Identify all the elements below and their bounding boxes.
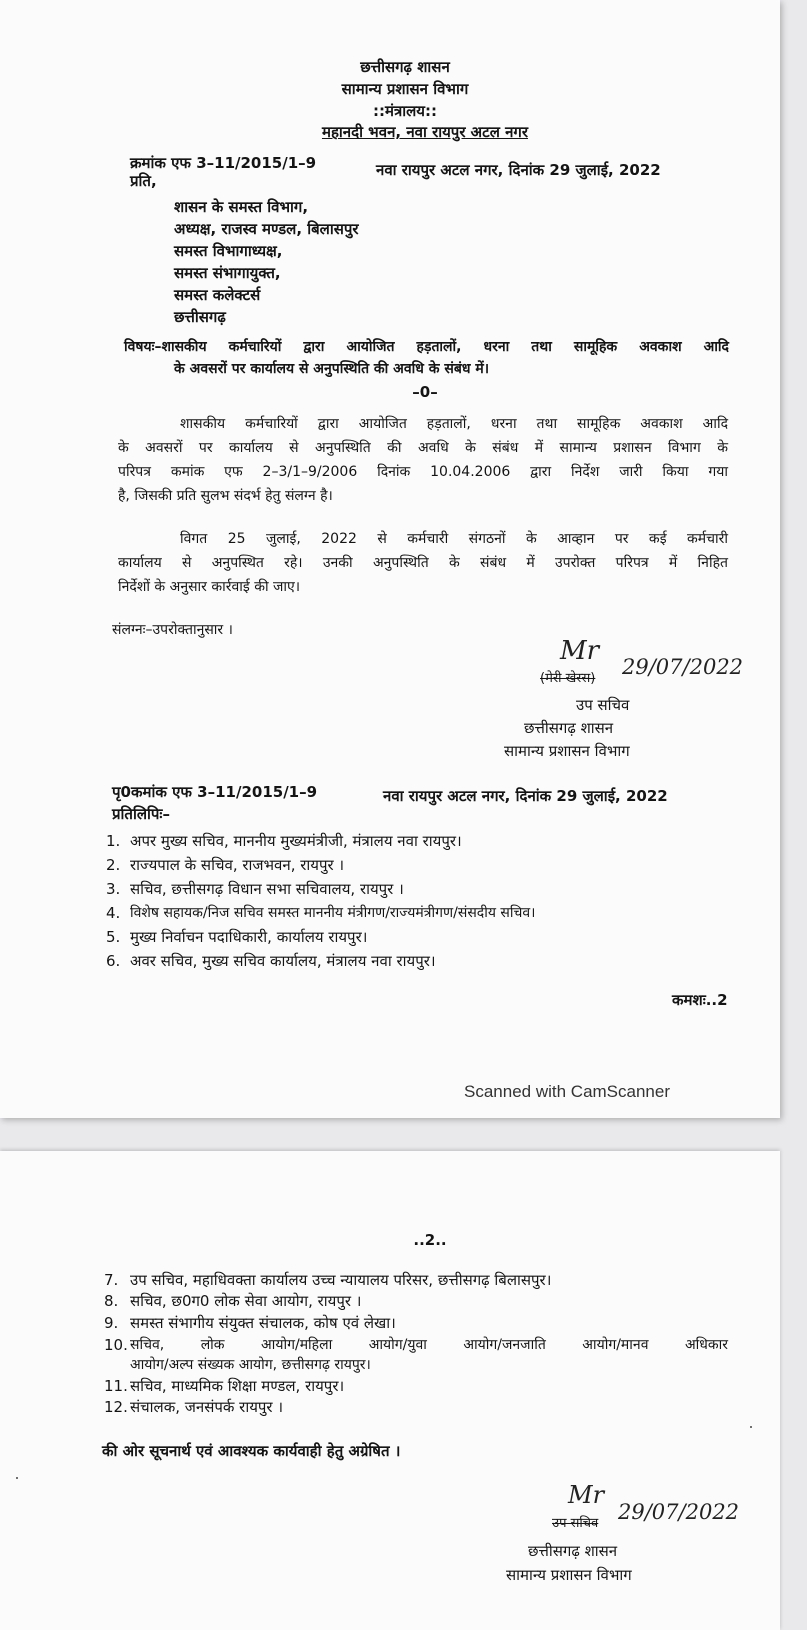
recipient-2: अध्यक्ष, राजस्व मण्डल, बिलासपुर xyxy=(174,220,359,238)
signatory-org: छत्तीसगढ़ शासन xyxy=(528,1542,618,1560)
copy-item-text: मुख्य निर्वाचन पदाधिकारी, कार्यालय रायपुर। xyxy=(130,928,368,946)
header-ministry: ::मंत्रालय:: xyxy=(373,102,437,120)
signatory-org: छत्तीसगढ़ शासन xyxy=(524,719,614,737)
scan-speck xyxy=(750,1426,752,1428)
copy-item-text: सचिव, लोक आयोग/महिला आयोग/युवा आयोग/जनजाति आयोग/मानव अधिकार xyxy=(130,1337,728,1353)
recipient-1: शासन के समस्त विभाग, xyxy=(174,198,309,216)
copy-item-text: सचिव, छत्तीसगढ़ विधान सभा सचिवालय, रायपुर । xyxy=(130,880,404,898)
scanner-watermark: Scanned with CamScanner xyxy=(464,1082,671,1101)
copy-item-number: 7. xyxy=(104,1271,119,1289)
copy-item-number: 4. xyxy=(106,904,121,922)
copy-item-number: 2. xyxy=(106,856,121,874)
signature-scribble: Mr xyxy=(560,636,600,666)
para2-line-1: विगत 25 जुलाई, 2022 से कर्मचारी संगठनों के आव्हान पर कई कर्मचारी xyxy=(180,531,728,547)
enclosure-note: संलग्नः–उपरोक्तानुसार । xyxy=(112,622,233,638)
continued-marker: कमशः..2 xyxy=(672,991,728,1009)
copy-item-number: 10. xyxy=(104,1336,128,1354)
signatory-name-struck: (मेरी खेस्स) xyxy=(540,671,596,686)
recipient-3: समस्त विभागाध्यक्ष, xyxy=(174,242,283,260)
copy-label: प्रतिलिपिः– xyxy=(112,805,170,823)
header-department: सामान्य प्रशासन विभाग xyxy=(341,80,469,98)
copy-item-text: अवर सचिव, मुख्य सचिव कार्यालय, मंत्रालय नवा रायपुर। xyxy=(130,952,436,970)
copy-item-text: विशेष सहायक/निज सचिव समस्त माननीय मंत्रीगण/राज्यमंत्रीगण/संसदीय सचिव। xyxy=(130,905,536,921)
subject-line-2: के अवसरों पर कार्यालय से अनुपस्थिति की अवधि के संबंध में। xyxy=(174,361,490,377)
copy-item-number: 5. xyxy=(106,928,121,946)
recipient-5: समस्त कलेक्टर्स xyxy=(174,286,261,304)
separator: –0– xyxy=(412,383,438,401)
copy-item-number: 8. xyxy=(104,1292,119,1310)
signature-date: 29/07/2022 xyxy=(622,655,744,679)
copy-item-text: सचिव, छ0ग0 लोक सेवा आयोग, रायपुर । xyxy=(130,1292,362,1310)
copy-item-text: समस्त संभागीय संयुक्त संचालक, कोष एवं लेखा। xyxy=(130,1314,396,1332)
signatory-department: सामान्य प्रशासन विभाग xyxy=(506,1566,632,1584)
document-page-2 xyxy=(0,1151,780,1630)
copy-date: नवा रायपुर अटल नगर, दिनांक 29 जुलाई, 2022 xyxy=(383,787,668,805)
order-number: क्रमांक एफ 3–11/2015/1–9 xyxy=(130,154,317,172)
para1-line-2: के अवसरों पर कार्यालय से अनुपस्थिति की अवधि के संबंध में सामान्य प्रशासन विभाग के xyxy=(118,440,728,456)
para1-line-3: परिपत्र कमांक एफ 2–3/1–9/2006 दिनांक 10.04.2006 द्वारा निर्देश जारी किया गया xyxy=(118,464,728,480)
scan-speck xyxy=(16,1477,18,1479)
copy-item-text: संचालक, जनसंपर्क रायपुर । xyxy=(130,1398,284,1416)
copy-item-number: 3. xyxy=(106,880,121,898)
copy-item-text: सचिव, माध्यमिक शिक्षा मण्डल, रायपुर। xyxy=(130,1377,345,1395)
signature-scribble: Mr xyxy=(568,1481,605,1509)
copy-item-text-continued: आयोग/अल्प संख्यक आयोग, छत्तीसगढ़ रायपुर। xyxy=(130,1357,371,1373)
forwarding-note: की ओर सूचनार्थ एवं आवश्यक कार्यवाही हेतु अग्रेषित । xyxy=(102,1442,401,1460)
page-marker: ..2.. xyxy=(413,1231,447,1249)
copy-item-text: उप सचिव, महाधिवक्ता कार्यालय उच्च न्यायालय परिसर, छत्तीसगढ़ बिलासपुर। xyxy=(130,1271,552,1289)
copy-item-number: 12. xyxy=(104,1398,128,1416)
header-government: छत्तीसगढ़ शासन xyxy=(360,58,450,76)
subject-line-1: विषयः–शासकीय कर्मचारियों द्वारा आयोजित हड़तालों, धरना तथा सामूहिक अवकाश आदि xyxy=(124,339,729,355)
copy-number: पृ0कमांक एफ 3–11/2015/1–9 xyxy=(112,783,318,801)
signatory-designation: उप सचिव xyxy=(576,696,630,714)
para2-line-2: कार्यालय से अनुपस्थित रहे। उनकी अनुपस्थिति के संबंध में उपरोक्त परिपत्र में निहित xyxy=(118,555,728,571)
para1-line-4: है, जिसकी प्रति सुलभ संदर्भ हेतु संलग्न है। xyxy=(118,488,333,504)
signatory-designation-struck: उप सचिव xyxy=(552,1516,599,1531)
copy-item-number: 11. xyxy=(104,1377,128,1395)
recipient-6: छत्तीसगढ़ xyxy=(174,308,226,326)
copy-item-text: अपर मुख्य सचिव, माननीय मुख्यमंत्रीजी, मंत्रालय नवा रायपुर। xyxy=(130,832,462,850)
header-address: महानदी भवन, नवा रायपुर अटल नगर xyxy=(321,123,529,141)
copy-item-number: 1. xyxy=(106,832,121,850)
copy-item-text: राज्यपाल के सचिव, राजभवन, रायपुर । xyxy=(130,856,345,874)
recipient-4: समस्त संभागायुक्त, xyxy=(174,264,281,282)
to-label: प्रति, xyxy=(130,172,157,190)
signatory-department: सामान्य प्रशासन विभाग xyxy=(504,742,630,760)
order-date: नवा रायपुर अटल नगर, दिनांक 29 जुलाई, 2022 xyxy=(376,161,661,179)
para2-line-3: निर्देशों के अनुसार कार्रवाई की जाए। xyxy=(118,579,301,595)
para1-line-1: शासकीय कर्मचारियों द्वारा आयोजित हड़तालों, धरना तथा सामूहिक अवकाश आदि xyxy=(180,416,728,432)
copy-item-number: 6. xyxy=(106,952,121,970)
copy-item-number: 9. xyxy=(104,1314,119,1332)
signature-date: 29/07/2022 xyxy=(618,1500,740,1524)
